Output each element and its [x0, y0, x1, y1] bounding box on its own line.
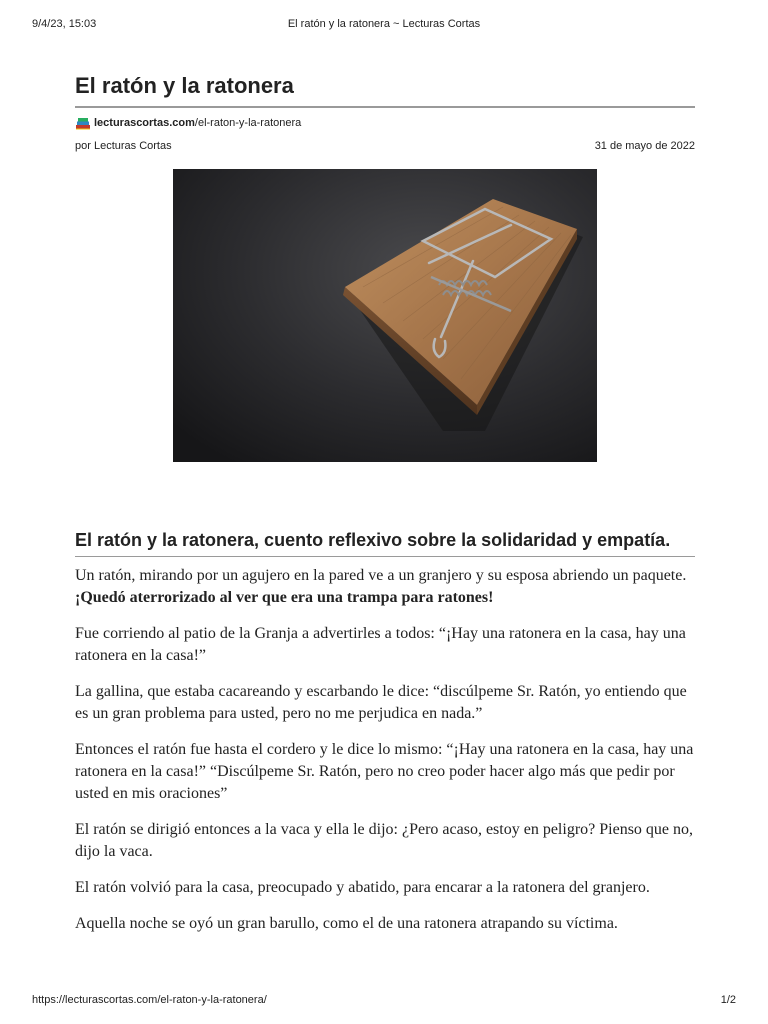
source-domain-link[interactable]: lecturascortas.com — [94, 117, 195, 129]
mousetrap-illustration — [173, 169, 597, 462]
paragraph-1-text: Un ratón, mirando por un agujero en la pared ve a un granjero y su esposa abriendo un paquete. — [75, 567, 687, 584]
paragraph-1 — [75, 565, 695, 609]
article-author: por Lecturas Cortas — [75, 140, 172, 152]
books-icon — [75, 116, 91, 130]
article-header — [75, 70, 695, 152]
print-url-link[interactable]: https://lecturascortas.com/el-raton-y-la-ratonera/ — [32, 994, 267, 1006]
section-heading: El ratón y la ratonera, cuento reflexivo sobre la solidaridad y empatía. — [75, 528, 695, 557]
page-number: 1/2 — [720, 994, 736, 1006]
article-date: 31 de mayo de 2022 — [594, 140, 695, 152]
paragraph-1-bold: ¡Quedó aterrorizado al ver que era una trampa para ratones! — [75, 589, 494, 606]
source-path: /el-raton-y-la-ratonera — [194, 117, 302, 129]
article-body — [75, 528, 695, 935]
paragraph-2: Fue corriendo al patio de la Granja a advertirles a todos: “¡Hay una ratonera en la casa, hay una ratonera en la casa!” — [75, 625, 686, 664]
print-footer — [32, 994, 736, 1008]
paragraph-7: Aquella noche se oyó un gran barullo, como el de una ratonera atrapando su víctima. — [75, 915, 618, 932]
mousetrap-image — [173, 169, 597, 462]
body-text — [75, 565, 695, 935]
print-page-title: El ratón y la ratonera ~ Lecturas Cortas — [287, 18, 481, 30]
print-header — [32, 18, 736, 32]
source-line — [75, 115, 695, 131]
paragraph-4: Entonces el ratón fue hasta el cordero y le dice lo mismo: “¡Hay una ratonera en la casa, hay una ratonera en la casa!” “Discúlpeme Sr. Ratón, pero no creo poder hacer algo más que pedir por usted en mis oraciones” — [75, 741, 694, 802]
paragraph-6: El ratón volvió para la casa, preocupado y abatido, para encarar a la ratonera del granjero. — [75, 879, 650, 896]
paragraph-5: El ratón se dirigió entonces a la vaca y ella le dijo: ¿Pero acaso, estoy en peligro? Pienso que no, dijo la vaca. — [75, 821, 694, 860]
paragraph-3: La gallina, que estaba cacareando y escarbando le dice: “discúlpeme Sr. Ratón, yo entiendo que es un gran problema para usted, pero no me perjudica en nada.” — [75, 683, 687, 722]
print-datetime: 9/4/23, 15:03 — [32, 18, 97, 30]
article-title: El ratón y la ratonera — [75, 70, 695, 108]
article-meta — [75, 140, 695, 152]
